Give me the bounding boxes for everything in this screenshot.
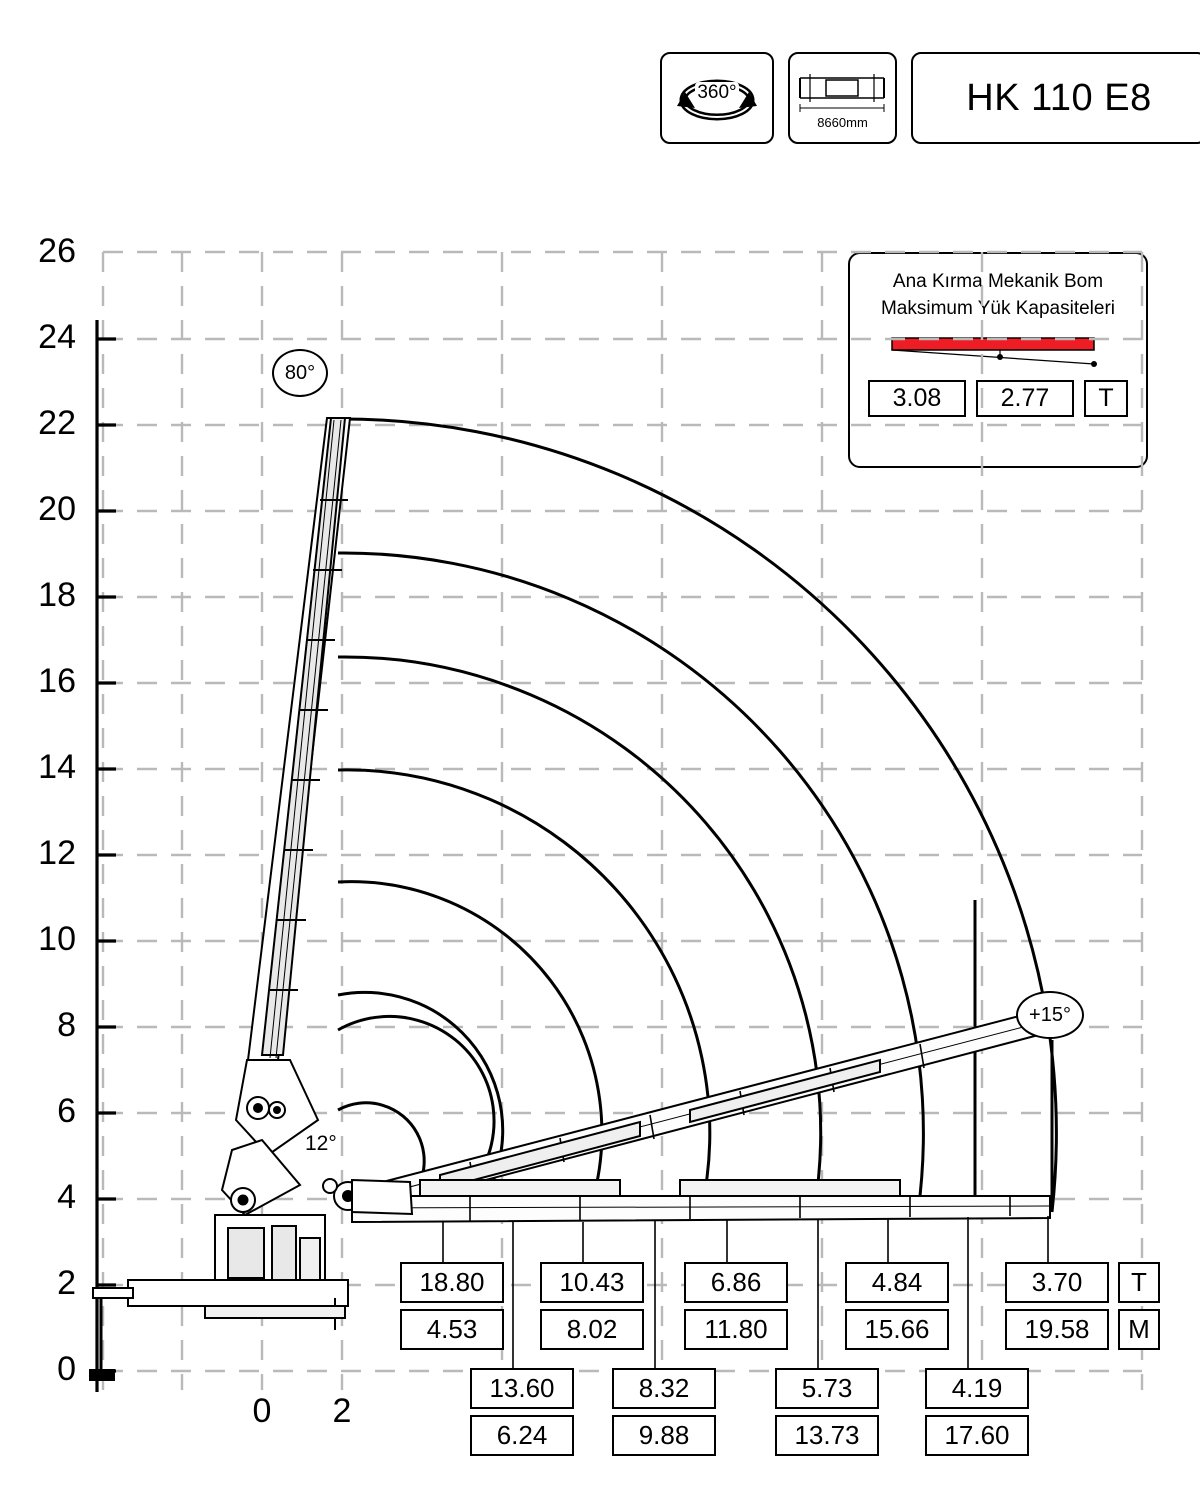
capacity-load-4: 4.84 [845,1262,949,1303]
capacity-group-9 [925,1368,1029,1456]
capacity-load-8: 5.73 [775,1368,879,1409]
legend-title-line2: Maksimum Yük Kapasiteleri [880,298,1116,319]
capacity-group-3 [684,1262,788,1350]
y-tick-12: 12 [38,834,76,872]
y-tick-14: 14 [38,748,76,786]
unit-m: M [1118,1309,1160,1350]
outrigger-dimension-label: 8660mm [817,115,868,130]
y-tick-10: 10 [38,920,76,958]
y-axis [97,320,116,1392]
x-tick-0: 0 [252,1392,272,1430]
capacity-group-7 [612,1368,716,1456]
capacity-group-5 [1005,1262,1109,1350]
capacity-group-4 [845,1262,949,1350]
y-tick-4: 4 [57,1178,76,1216]
capacity-load-9: 4.19 [925,1368,1029,1409]
capacity-group-2 [540,1262,644,1350]
x-tick-2: 2 [332,1392,352,1430]
capacity-reach-4: 15.66 [845,1309,949,1350]
capacity-reach-2: 8.02 [540,1309,644,1350]
capacity-load-6: 13.60 [470,1368,574,1409]
capacity-load-3: 6.86 [684,1262,788,1303]
rotation-label: 360° [697,82,737,103]
crane-mast [248,418,350,1060]
y-tick-8: 8 [57,1006,76,1044]
y-tick-2: 2 [57,1264,76,1302]
capacity-load-1: 18.80 [400,1262,504,1303]
legend-unit-t: T [1084,380,1128,417]
capacity-reach-7: 9.88 [612,1415,716,1456]
model-label: HK 110 E8 [966,76,1152,119]
capacity-group-6 [470,1368,574,1456]
legend-value-1: 3.08 [868,380,966,417]
angle-annotation-plus15: +15° [1016,991,1084,1039]
crane-knuckle [222,1060,318,1215]
capacity-reach-6: 6.24 [470,1415,574,1456]
capacity-reach-5: 19.58 [1005,1309,1109,1350]
boom-lower-horizontal [352,1180,1050,1222]
capacity-group-1 [400,1262,504,1350]
unit-t: T [1118,1262,1160,1303]
boom-hinge-cluster [323,1179,412,1214]
reach-arcs [338,419,1056,1212]
y-tick-24: 24 [38,318,76,356]
unit-boxes [1118,1262,1160,1350]
legend-value-2: 2.77 [976,380,1074,417]
legend-title-line1: Ana Kırma Mekanik Bom [892,271,1104,292]
angle-annotation-12: 12° [305,1132,337,1155]
y-tick-22: 22 [38,404,76,442]
angle-annotation-80: 80° [272,349,328,397]
envelope-limits [975,900,1052,1212]
capacity-load-7: 8.32 [612,1368,716,1409]
capacity-reach-9: 17.60 [925,1415,1029,1456]
capacity-reach-3: 11.80 [684,1309,788,1350]
capacity-load-5: 3.70 [1005,1262,1109,1303]
y-tick-18: 18 [38,576,76,614]
capacity-group-8 [775,1368,879,1456]
y-tick-20: 20 [38,490,76,528]
capacity-reach-1: 4.53 [400,1309,504,1350]
y-tick-16: 16 [38,662,76,700]
capacity-load-2: 10.43 [540,1262,644,1303]
truck-base [90,1215,348,1380]
y-tick-6: 6 [57,1092,76,1130]
y-tick-0: 0 [57,1350,76,1388]
capacity-reach-8: 13.73 [775,1415,879,1456]
y-tick-26: 26 [38,232,76,270]
